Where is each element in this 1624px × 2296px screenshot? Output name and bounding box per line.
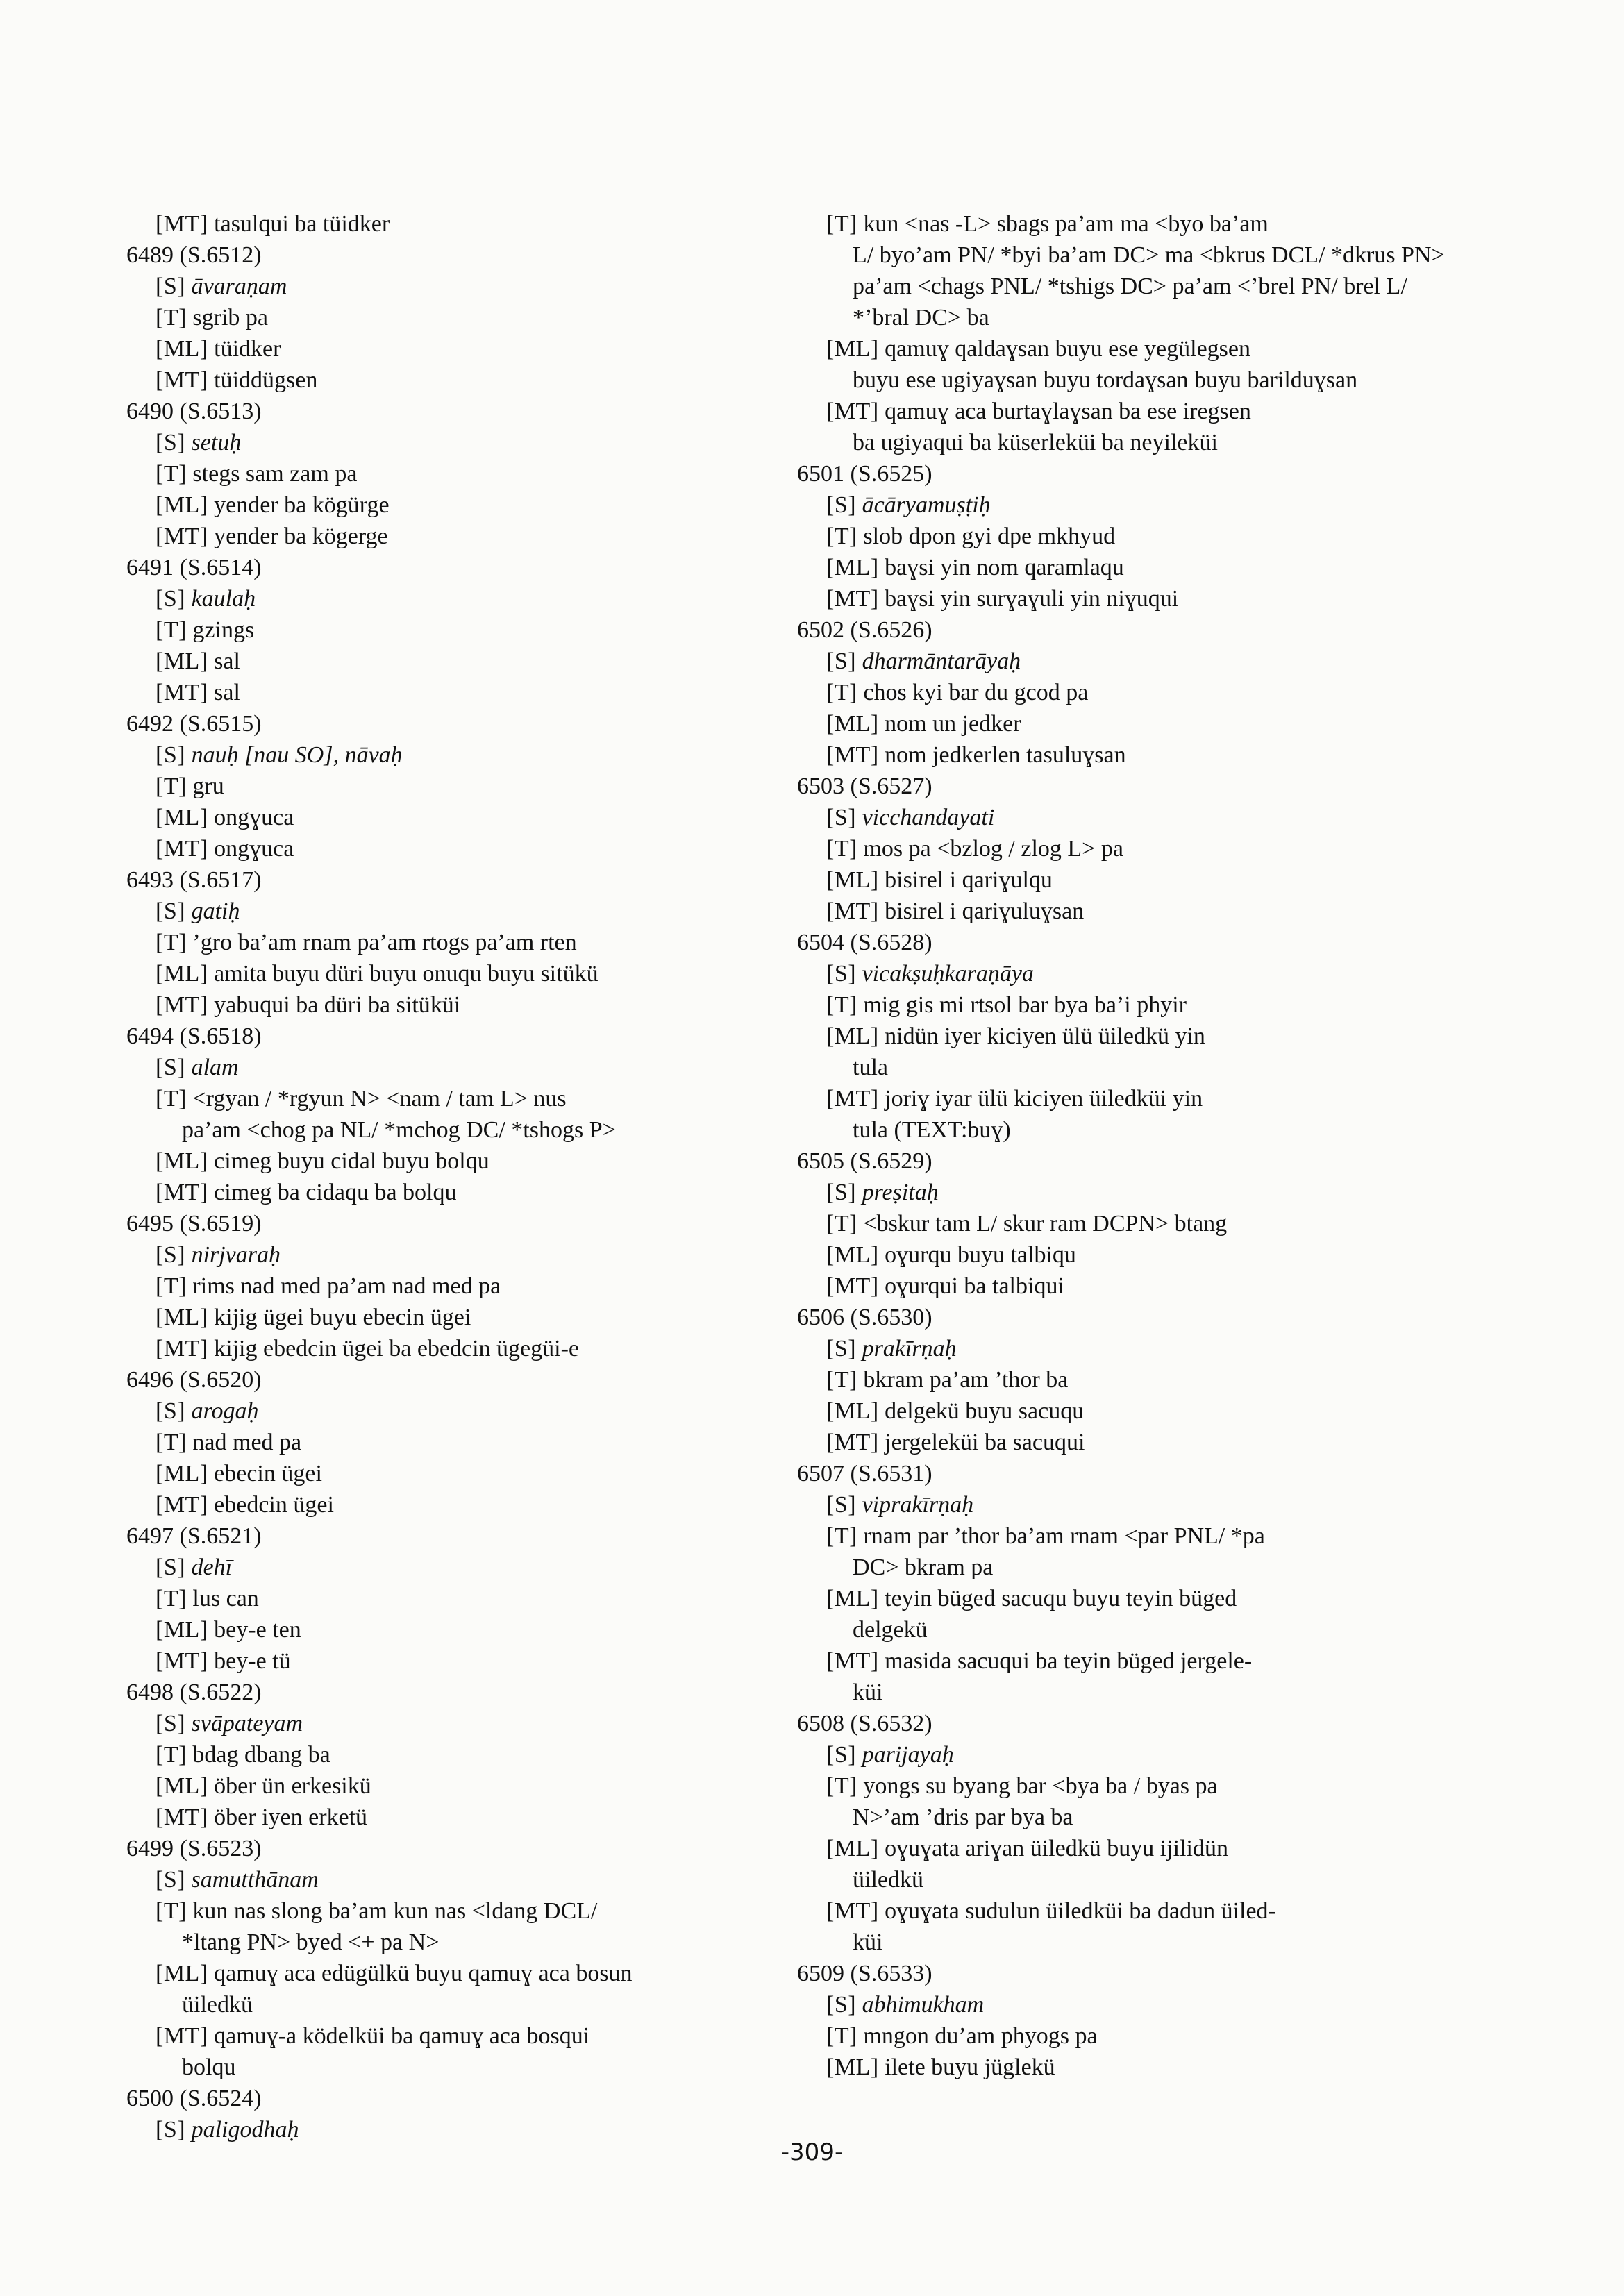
entry-field [797,2020,1464,2052]
entry-field [126,1708,793,1739]
field-tag: [ML] [826,555,879,580]
entry-field [797,958,1464,989]
field-tag: [T] [156,1430,187,1455]
field-value: nirjvaraḥ [191,1242,281,1268]
field-value: stegs sam zam pa [192,461,358,487]
entry-field [126,896,793,927]
field-tag: [T] [826,680,857,705]
entry-field [126,1645,793,1677]
field-tag: [S] [156,586,186,612]
field-tag: [ML] [156,336,208,362]
field-value: arogaḥ [191,1398,259,1424]
field-value: <bskur tam L/ skur ram DCPN> btang [863,1211,1228,1237]
field-value: sal [214,680,240,705]
field-value-continued: tula [853,1055,888,1080]
field-value: jergeleküi ba sacuqui [885,1430,1085,1455]
field-value-continued: üiledkü [182,1992,253,2018]
field-tag: [MT] [156,1804,208,1830]
field-value-continued: buyu ese ugiyaɣsan buyu tordaɣsan buyu barilduɣsan [853,367,1358,393]
field-value: sal [214,648,240,674]
field-value: nad med pa [192,1430,302,1455]
field-value: gzings [192,617,255,643]
entry-field [126,1864,793,1895]
field-tag: [T] [826,992,857,1018]
entry-field [126,427,793,458]
entry-field [797,208,1464,333]
field-value: baɣsi yin nom qaramlaqu [885,555,1124,580]
field-tag: [S] [156,898,186,924]
right-column [797,208,1464,2083]
field-tag: [MT] [826,399,879,424]
entry-field [797,1021,1464,1083]
field-value: paligodhaḥ [191,2117,299,2143]
entry-field [797,1208,1464,1239]
field-tag: [S] [156,1398,186,1424]
field-tag: [MT] [826,742,879,768]
entry-field [797,1833,1464,1895]
field-value-continued: N>’am ’dris par bya ba [853,1804,1073,1830]
field-value: nom jedkerlen tasuluɣsan [885,742,1126,768]
field-tag: [ML] [156,1961,208,1986]
field-value: gatiḥ [191,898,240,924]
field-value-continued: bolqu [182,2054,236,2080]
field-tag: [MT] [826,1086,879,1112]
field-tag: [ML] [156,805,208,830]
entry-field [797,552,1464,583]
field-value-continued: *ltang PN> byed <+ pa N> [182,1929,440,1955]
field-tag: [S] [826,805,857,830]
field-value: öber iyen erketü [214,1804,368,1830]
entry-field [126,1239,793,1271]
field-value-continued: delgekü [853,1617,928,1643]
field-tag: [MT] [156,1648,208,1674]
field-tag: [MT] [826,1648,879,1674]
entry-field [126,1146,793,1177]
entry-field [797,1770,1464,1833]
entry-number: 6489 (S.6512) [126,242,262,268]
field-value: yender ba kögürge [214,492,390,518]
field-tag: [S] [156,430,186,455]
field-tag: [MT] [156,1180,208,1205]
entry-field [797,396,1464,458]
entry-field [126,1958,793,2020]
entry-field [126,739,793,771]
field-tag: [ML] [826,711,879,737]
entry-field [797,1333,1464,1364]
entry-field [797,802,1464,833]
field-value: ebecin ügei [214,1461,322,1486]
field-value: bey-e ten [214,1617,301,1643]
field-tag: [MT] [826,586,879,612]
field-tag: [S] [826,1992,857,2018]
entry-number: 6494 (S.6518) [126,1023,262,1049]
field-value: <rgyan / *rgyun N> <nam / tam L> nus [192,1086,567,1112]
field-tag: [ML] [156,492,208,518]
field-value: ongɣuca [214,836,294,862]
field-tag: [MT] [156,523,208,549]
entry-field [797,489,1464,521]
field-value: slob dpon gyi dpe mkhyud [863,523,1116,549]
field-tag: [ML] [826,1242,879,1268]
entry-field [126,1396,793,1427]
field-tag: [MT] [156,211,208,237]
field-value: öber ün erkesikü [214,1773,371,1799]
entry-field [797,1177,1464,1208]
field-tag: [T] [826,1523,857,1549]
entry-number: 6490 (S.6513) [126,399,262,424]
field-tag: [MT] [156,992,208,1018]
entry-field [797,1739,1464,1770]
field-tag: [T] [156,461,187,487]
entry-field [126,989,793,1021]
field-tag: [S] [826,1336,857,1361]
field-tag: [ML] [826,336,879,362]
field-value: ongɣuca [214,805,294,830]
field-value: bisirel i qariɣulqu [885,867,1053,893]
entry-number: 6502 (S.6526) [797,617,932,643]
field-value: alam [191,1055,239,1080]
field-tag: [ML] [156,1305,208,1330]
entry-field [797,2052,1464,2083]
field-value: vicchandayati [862,805,995,830]
entry-number: 6497 (S.6521) [126,1523,262,1549]
field-tag: [S] [826,1742,857,1768]
field-value: ebedcin ügei [214,1492,334,1518]
field-value: yongs su byang bar <bya ba / byas pa [863,1773,1218,1799]
entry-field [126,521,793,552]
field-value: yabuqui ba düri ba sitüküi [214,992,461,1018]
entry-field [126,1614,793,1645]
entry-field [797,583,1464,614]
field-value: kaulaḥ [191,586,256,612]
field-tag: [T] [156,1586,187,1611]
field-value: qamuɣ qaldaɣsan buyu ese yegülegsen [885,336,1251,362]
entry-field [126,1427,793,1458]
entry-field [126,771,793,802]
field-value: joriɣ iyar ülü kiciyen üiledküi yin [885,1086,1203,1112]
entry-field [126,333,793,364]
field-value: delgekü buyu sacuqu [885,1398,1085,1424]
field-value: oɣurqu buyu talbiqu [885,1242,1076,1268]
entry-field [797,896,1464,927]
entry-field [797,1895,1464,1958]
field-value: ilete buyu jüglekü [885,2054,1055,2080]
field-value: qamuɣ-a ködelküi ba qamuɣ aca bosqui [214,2023,590,2049]
field-value-continued: ba ugiyaqui ba küserleküi ba neyileküi [853,430,1218,455]
entry-field [797,1520,1464,1583]
entry-number: 6499 (S.6523) [126,1836,262,1861]
field-value: mos pa <bzlog / zlog L> pa [863,836,1123,862]
field-value: rims nad med pa’am nad med pa [192,1273,501,1299]
field-value-continued: DC> bkram pa [853,1555,994,1580]
field-value: oɣurqui ba talbiqui [885,1273,1064,1299]
field-value: ’gro ba’am rnam pa’am rtogs pa’am rten [192,930,577,955]
entry-field [126,1802,793,1833]
entry-field [126,802,793,833]
field-value: cimeg ba cidaqu ba bolqu [214,1180,457,1205]
field-tag: [ML] [826,1023,879,1049]
entry-field [797,1083,1464,1146]
field-value: dehī [191,1555,233,1580]
field-tag: [ML] [156,961,208,987]
field-tag: [S] [156,1711,186,1736]
entry-field [126,364,793,396]
entry-field [126,302,793,333]
field-value: oɣuɣata sudulun üiledküi ba dadun üiled- [885,1898,1276,1924]
entry-number: 6496 (S.6520) [126,1367,262,1393]
field-tag: [MT] [156,2023,208,2049]
field-value: qamuɣ aca edügülkü buyu qamuɣ aca bosun [214,1961,633,1986]
entry-field [797,1239,1464,1271]
field-tag: [MT] [156,836,208,862]
field-value: dharmāntarāyaḥ [862,648,1021,674]
entry-field [126,1333,793,1364]
field-value: teyin büged sacuqu buyu teyin büged [885,1586,1237,1611]
entry-field [797,1427,1464,1458]
field-value: gru [192,773,224,799]
field-tag: [S] [826,961,857,987]
field-tag: [T] [826,523,857,549]
field-value: āvaraṇam [191,274,287,299]
field-value: sgrib pa [192,305,269,330]
field-tag: [T] [156,1086,187,1112]
field-value: lus can [192,1586,259,1611]
entry-field [797,708,1464,739]
entry-number: 6501 (S.6525) [797,461,932,487]
entry-field [126,1271,793,1302]
field-tag: [T] [826,1367,857,1393]
entry-number: 6500 (S.6524) [126,2086,262,2111]
field-value: yender ba kögerge [214,523,388,549]
entry-field [797,1396,1464,1427]
entry-field [126,1083,793,1146]
field-value: samutthānam [191,1867,319,1893]
entry-number: 6508 (S.6532) [797,1711,932,1736]
entry-number: 6507 (S.6531) [797,1461,932,1486]
entry-field [797,1271,1464,1302]
entry-field [797,1645,1464,1708]
entry-field [126,677,793,708]
entry-field [797,1489,1464,1520]
field-value: prakīrṇaḥ [862,1336,957,1361]
entry-field [126,489,793,521]
field-tag: [MT] [826,898,879,924]
entry-field [126,1177,793,1208]
field-value: kun nas slong ba’am kun nas <ldang DCL/ [192,1898,598,1924]
field-value: nom un jedker [885,711,1021,737]
field-value-continued: küi [853,1679,883,1705]
entry-field [797,833,1464,864]
field-tag: [S] [826,1492,857,1518]
field-value: oɣuɣata ariɣan üiledkü buyu ijilidün [885,1836,1228,1861]
field-tag: [T] [156,1742,187,1768]
field-value: setuḥ [191,430,242,455]
field-value: mig gis mi rtsol bar bya ba’i phyir [863,992,1187,1018]
field-tag: [T] [156,773,187,799]
field-value: tüiddügsen [214,367,318,393]
entry-field [126,1458,793,1489]
field-tag: [MT] [826,1430,879,1455]
entry-field [126,833,793,864]
entry-field [126,1895,793,1958]
field-value: tasulqui ba tüidker [214,211,390,237]
field-tag: [T] [826,1773,857,1799]
entry-number: 6495 (S.6519) [126,1211,262,1237]
entry-number: 6492 (S.6515) [126,711,262,737]
field-tag: [T] [826,836,857,862]
field-value: bkram pa’am ’thor ba [863,1367,1069,1393]
entry-field [797,333,1464,396]
entry-field [126,646,793,677]
field-value: cimeg buyu cidal buyu bolqu [214,1148,489,1174]
field-tag: [ML] [826,867,879,893]
field-tag: [MT] [156,1492,208,1518]
field-tag: [S] [826,492,857,518]
field-value-continued: pa’am <chog pa NL/ *mchog DC/ *tshogs P> [182,1117,616,1143]
field-tag: [ML] [826,2054,879,2080]
entry-field [797,1583,1464,1645]
field-tag: [T] [156,1898,187,1924]
field-tag: [T] [826,2023,857,2049]
field-tag: [S] [826,1180,857,1205]
entry-field [126,208,793,240]
entry-number: 6509 (S.6533) [797,1961,932,1986]
entry-field [126,1302,793,1333]
field-tag: [T] [156,305,187,330]
field-tag: [T] [156,617,187,643]
field-value-continued: tula (TEXT:buɣ) [853,1117,1011,1143]
field-tag: [S] [156,274,186,299]
field-value: svāpateyam [191,1711,303,1736]
field-tag: [MT] [826,1898,879,1924]
entry-field [126,583,793,614]
entry-number: 6505 (S.6529) [797,1148,932,1174]
entry-field [126,958,793,989]
entry-number: 6506 (S.6530) [797,1305,932,1330]
entry-field [126,614,793,646]
field-tag: [ML] [156,1148,208,1174]
field-tag: [S] [826,648,857,674]
entry-field [797,1989,1464,2020]
entry-field [126,2020,793,2083]
field-tag: [MT] [156,680,208,705]
field-value: tüidker [214,336,281,362]
entry-field [126,1552,793,1583]
field-value-continued: L/ byo’am PN/ *byi ba’am DC> ma <bkrus DCL/ *dkrus PN> pa’am <chags PNL/ *tshigs DC> pa’am <’brel PN/ brel L/ *’bral DC> ba [853,242,1445,330]
entry-field [126,1052,793,1083]
field-value: kun <nas -L> sbags pa’am ma <byo ba’am [863,211,1269,237]
field-value: amita buyu düri buyu onuqu buyu sitükü [214,961,598,987]
field-tag: [S] [156,1555,186,1580]
entry-field [797,989,1464,1021]
entry-field [797,677,1464,708]
field-value: preṣitaḥ [862,1180,939,1205]
field-tag: [ML] [826,1398,879,1424]
entry-field [797,1364,1464,1396]
entry-number: 6504 (S.6528) [797,930,932,955]
field-tag: [T] [156,1273,187,1299]
entry-field [126,1770,793,1802]
field-value-continued: küi [853,1929,883,1955]
field-value: masida sacuqui ba teyin büged jergele- [885,1648,1253,1674]
field-tag: [MT] [156,367,208,393]
field-tag: [S] [156,742,186,768]
entry-field [797,739,1464,771]
field-value: kijig ügei buyu ebecin ügei [214,1305,471,1330]
field-value: ācāryamuṣṭiḥ [862,492,991,518]
entry-field [797,864,1464,896]
entry-number: 6498 (S.6522) [126,1679,262,1705]
field-tag: [T] [826,211,857,237]
field-value: nauḥ [nau SO], nāvaḥ [191,742,403,768]
entry-field [126,1489,793,1520]
entry-field [126,927,793,958]
field-tag: [ML] [156,1617,208,1643]
field-value: rnam par ’thor ba’am rnam <par PNL/ *pa [863,1523,1265,1549]
field-tag: [MT] [156,1336,208,1361]
field-value: bisirel i qariɣuluɣsan [885,898,1085,924]
field-tag: [ML] [156,1773,208,1799]
entry-number: 6493 (S.6517) [126,867,262,893]
field-value: viprakīrṇaḥ [862,1492,974,1518]
field-tag: [S] [156,1055,186,1080]
field-tag: [ML] [156,1461,208,1486]
field-value: parijayaḥ [862,1742,954,1768]
entry-field [126,271,793,302]
field-value: nidün iyer kiciyen ülü üiledkü yin [885,1023,1205,1049]
field-tag: [T] [156,930,187,955]
field-value: vicakṣuḥkaraṇāya [862,961,1034,987]
field-value: bdag dbang ba [192,1742,330,1768]
field-value: kijig ebedcin ügei ba ebedcin ügegüi-e [214,1336,580,1361]
field-tag: [S] [156,2117,186,2143]
entry-field [797,521,1464,552]
field-tag: [S] [156,1867,186,1893]
field-value: qamuɣ aca burtaɣlaɣsan ba ese iregsen [885,399,1251,424]
entry-number: 6491 (S.6514) [126,555,262,580]
field-tag: [MT] [826,1273,879,1299]
page-number: -309- [780,2138,844,2166]
field-tag: [T] [826,1211,857,1237]
entry-field [126,458,793,489]
entry-field [126,1583,793,1614]
entry-field [126,1739,793,1770]
field-value-continued: üiledkü [853,1867,923,1893]
field-tag: [S] [156,1242,186,1268]
left-column [126,208,793,2145]
entry-number: 6503 (S.6527) [797,773,932,799]
field-tag: [ML] [826,1586,879,1611]
entry-field [797,646,1464,677]
field-tag: [ML] [826,1836,879,1861]
field-value: bey-e tü [214,1648,291,1674]
field-value: mngon du’am phyogs pa [863,2023,1098,2049]
field-tag: [ML] [156,648,208,674]
field-value: chos kyi bar du gcod pa [863,680,1089,705]
field-value: abhimukham [862,1992,985,2018]
field-value: baɣsi yin surɣaɣuli yin niɣuqui [885,586,1179,612]
